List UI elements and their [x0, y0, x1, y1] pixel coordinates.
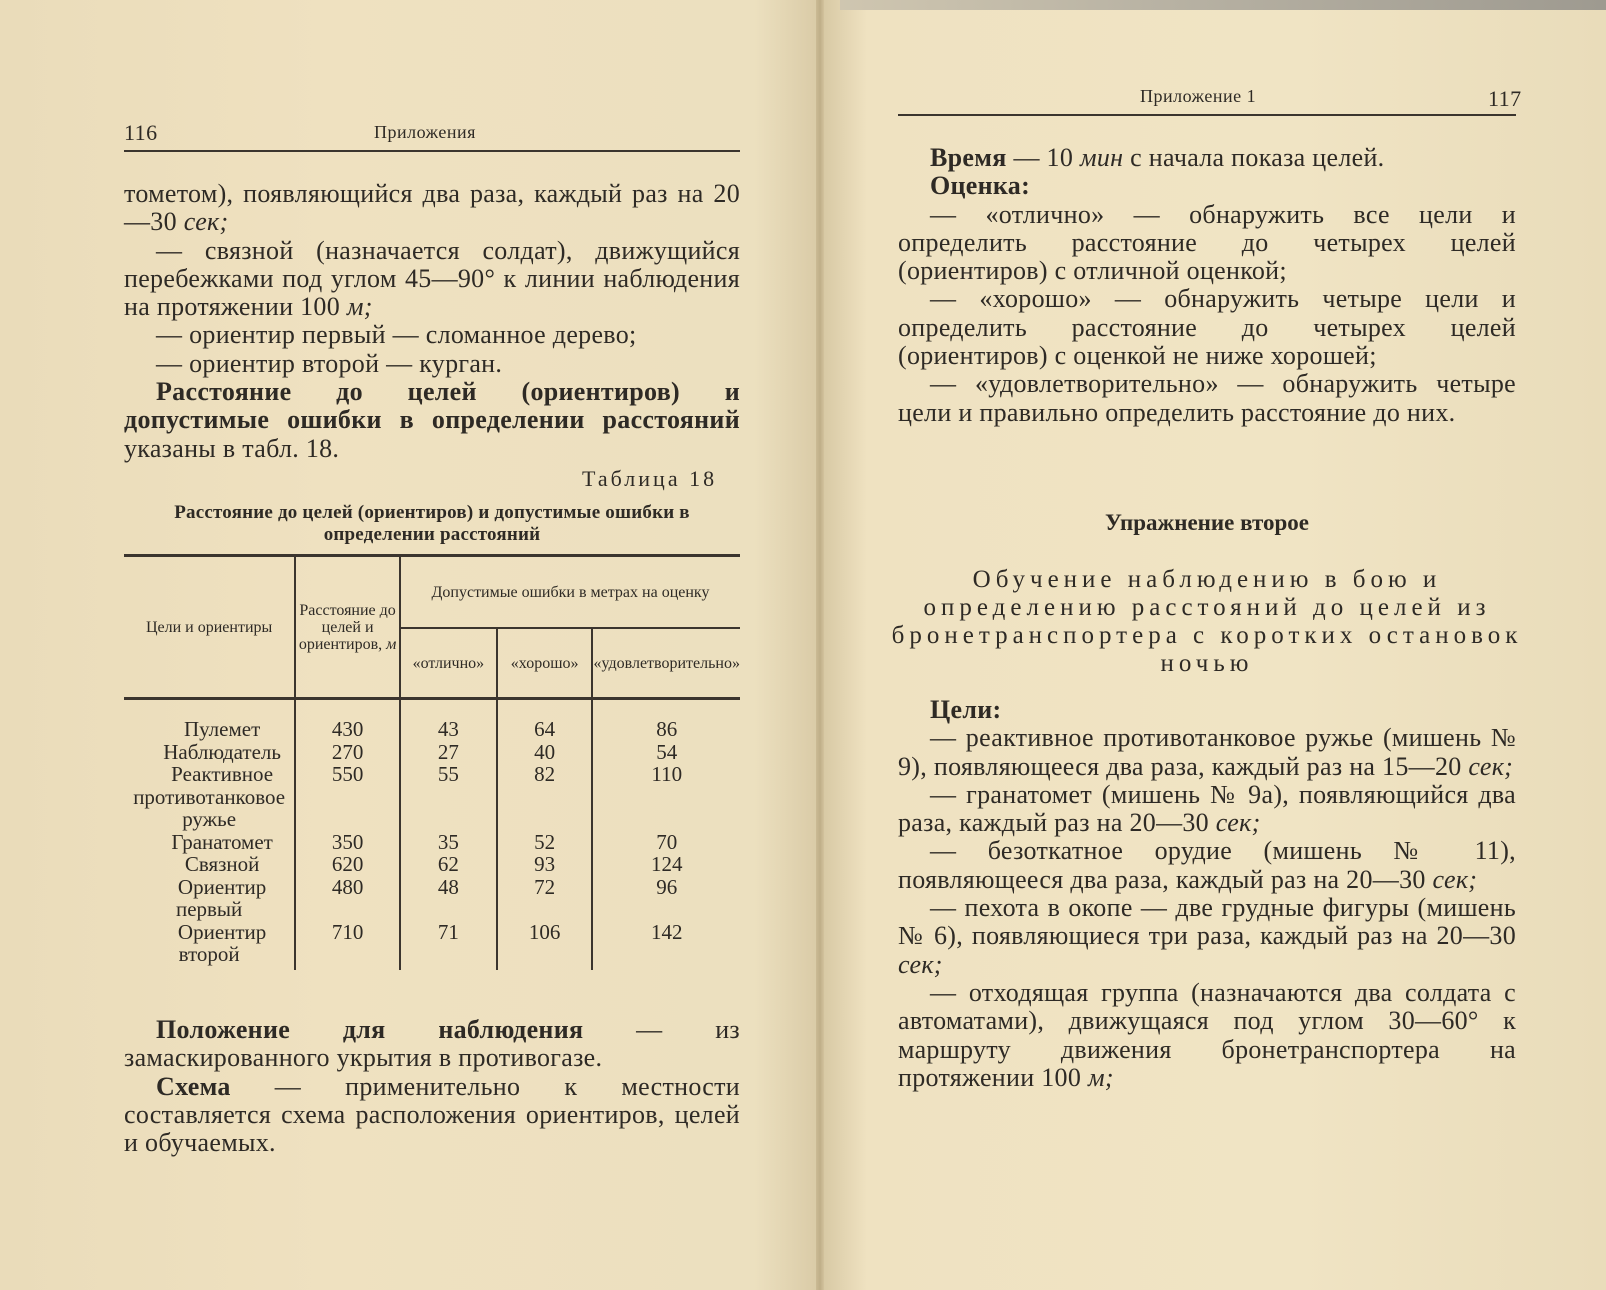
list-item: — отходящая группа (назначаются два солдата с автоматами), движущаяся под углом 30—60° к маршруту движения бронетранспортера на протяжении 100 м; — [898, 979, 1516, 1092]
list-item: — «хорошо» — обнаружить четыре цели и определить расстояние до четырех целей (ориентиров) с оценкой не ниже хорошей; — [898, 285, 1516, 370]
col-header-excellent: «отлично» — [400, 628, 497, 699]
right-running-head: Приложение 1 — [1140, 86, 1257, 106]
paragraph: Схема — применительно к местности составляется схема расположения ориентиров, целей и обучаемых. — [124, 1071, 740, 1158]
left-page-number: 116 — [124, 120, 158, 145]
list-item: — реактивное противотанковое ружье (мишень № 9), появляющееся два раза, каждый раз на 15—20 сек; — [898, 724, 1516, 781]
table-row: Ориентир первый 480 48 72 96 — [124, 876, 740, 921]
left-body-top — [124, 180, 740, 463]
table-title: Расстояние до целей (ориентиров) и допустимые ошибки в определении расстояний — [174, 502, 690, 545]
col-header-distance: Расстояние до целей и ориентиров, м — [295, 556, 400, 699]
paragraph: Время — 10 мин с начала показа целей. — [930, 143, 1385, 172]
left-running-head: Приложения — [374, 122, 476, 142]
paragraph: Положение для наблюдения — из замаскированного укрытия в противогазе. — [124, 1015, 740, 1073]
table-header-row — [124, 556, 740, 629]
table-row: Связной 620 62 93 124 — [124, 853, 740, 876]
right-body-bottom — [898, 696, 1516, 1092]
paragraph: тометом), появляющийся два раза, каждый раз на 20—30 сек; — [124, 179, 740, 237]
table-caption: Таблица 18 — [582, 466, 718, 491]
data-table-wrap — [124, 554, 740, 970]
table-row: Пулемет 430 43 64 86 — [124, 699, 740, 741]
col-header-errors: Допустимые ошибки в метрах на оценку — [400, 556, 740, 629]
table-row: Реактивное противотанковое ружье 550 55 82 110 — [124, 763, 740, 831]
list-item: — связной (назначается солдат), движущийся перебежками под углом 45—90° к линии наблюдения на протяжении 100 м; — [124, 237, 740, 322]
paragraph: Оценка: — [930, 171, 1031, 201]
right-page-number: 117 — [1488, 86, 1522, 111]
paragraph: Расстояние до целей (ориентиров) и допустимые ошибки в определении расстояний указаны в табл. 18. — [124, 377, 740, 463]
distance-errors-table — [124, 554, 740, 970]
exercise-title: Обучение наблюдению в бою и определению расстояний до целей из бронетранспортера с коротких остановок ночью — [891, 566, 1523, 677]
book-gutter — [816, 0, 824, 1290]
list-item: — пехота в окопе — две грудные фигуры (мишень № 6), появляющиеся три раза, каждый раз на 20—30 сек; — [898, 894, 1516, 979]
left-body-bottom — [124, 1016, 740, 1157]
table-row: Наблюдатель 270 27 40 54 — [124, 741, 740, 764]
col-header-good: «хорошо» — [497, 628, 593, 699]
list-item: — ориентир первый — сломанное дерево; — [124, 321, 740, 349]
list-item: — гранатомет (мишень № 9а), появляющийся два раза, каждый раз на 20—30 сек; — [898, 781, 1516, 838]
paragraph: Цели: — [930, 695, 1002, 724]
exercise-heading: Упражнение второе — [1105, 510, 1309, 535]
col-header-satisfactory: «удовлетворительно» — [592, 628, 740, 699]
col-header-targets: Цели и ориентиры — [124, 556, 295, 699]
left-header-rule — [124, 150, 740, 152]
page-top-edge — [840, 0, 1606, 10]
list-item: — «удовлетворительно» — обнаружить четыре цели и правильно определить расстояние до них. — [898, 370, 1516, 427]
right-body-top — [898, 144, 1516, 427]
list-item: — безоткатное орудие (мишень № 11), появляющееся два раза, каждый раз на 20—30 сек; — [898, 837, 1516, 894]
table-row: Ориентир второй 710 71 106 142 — [124, 921, 740, 970]
right-header-rule — [898, 114, 1516, 116]
list-item: — «отлично» — обнаружить все цели и определить расстояние до четырех целей (ориентиров) с отличной оценкой; — [898, 201, 1516, 286]
list-item: — ориентир второй — курган. — [124, 350, 740, 378]
table-row: Гранатомет 350 35 52 70 — [124, 831, 740, 854]
